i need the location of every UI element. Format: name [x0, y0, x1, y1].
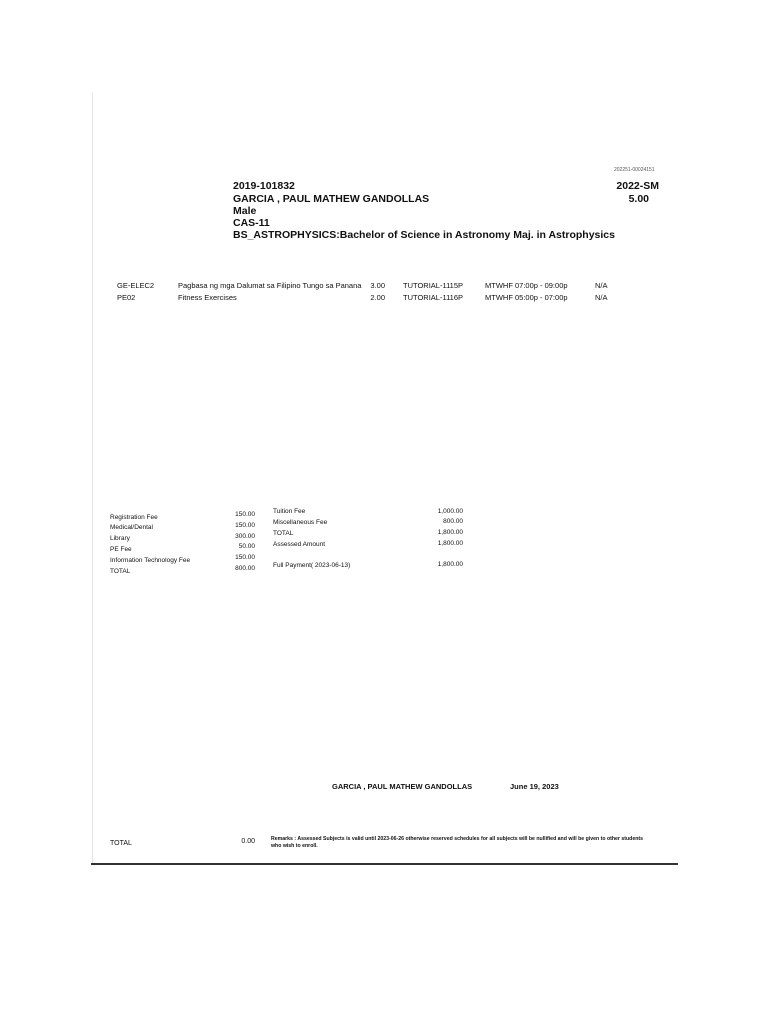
assessment-amount: 1,000.00	[437, 508, 463, 515]
payment-label: Full Payment( 2023-06-13)	[273, 562, 351, 569]
student-sex: Male	[233, 205, 257, 217]
remarks-text: Remarks : Assessed Subjects is valid until 2023-06-26 otherwise reserved schedules for all subjects will be nullified and will be given to other students who wish to enroll.	[271, 836, 643, 849]
fee-amount: 300.00	[235, 533, 255, 540]
subject-title: Pagbasa ng mga Dalumat sa Filipino Tungo sa Panana	[178, 281, 362, 290]
student-id: 2019-101832	[233, 180, 295, 192]
student-program: BS_ASTROPHYSICS:Bachelor of Science in Astronomy Maj. in Astrophysics	[233, 229, 615, 241]
subject-room: N/A	[595, 293, 608, 302]
subject-schedule: MTWHF 05:00p - 07:00p	[485, 293, 568, 302]
fee-label: Information Technology Fee	[110, 557, 191, 564]
assessment-amount: 800.00	[443, 518, 463, 525]
left-margin-rule	[92, 92, 93, 864]
assessment-label: Tuition Fee	[273, 508, 306, 515]
assessment-amount: 1,800.00	[437, 529, 463, 536]
student-name: GARCIA , PAUL MATHEW GANDOLLAS	[233, 193, 430, 205]
fee-amount: 150.00	[235, 554, 255, 561]
footer-total-amount: 0.00	[241, 838, 255, 845]
assessment-label: Miscellaneous Fee	[273, 519, 328, 526]
total-units: 5.00	[628, 193, 649, 205]
fee-label: Library	[110, 535, 130, 542]
signatory-name: GARCIA , PAUL MATHEW GANDOLLAS	[332, 782, 473, 791]
payment-amount: 1,800.00	[437, 561, 463, 568]
subject-code: GE-ELEC2	[117, 281, 155, 290]
student-section: CAS-11	[233, 217, 270, 229]
subject-section: TUTORIAL-1116P	[403, 293, 464, 302]
assessment-amount: 1,800.00	[437, 540, 463, 547]
assessment-label: TOTAL	[273, 530, 294, 537]
fee-amount: 50.00	[238, 543, 255, 550]
signature-date: June 19, 2023	[510, 782, 559, 791]
subject-units: 2.00	[370, 293, 385, 302]
fee-total-label: TOTAL	[110, 568, 131, 575]
subject-section: TUTORIAL-1115P	[403, 281, 464, 290]
subject-title: Fitness Exercises	[178, 293, 237, 302]
subject-schedule: MTWHF 07:00p - 09:00p	[485, 281, 568, 290]
fee-amount: 150.00	[235, 522, 255, 529]
subject-room: N/A	[595, 281, 608, 290]
fee-total-amount: 800.00	[235, 565, 255, 572]
fee-label: Medical/Dental	[110, 524, 153, 531]
reference-code: 202251-00024151	[614, 167, 655, 173]
fee-label: Registration Fee	[110, 514, 158, 521]
subject-code: PE02	[117, 293, 136, 302]
bottom-divider	[91, 863, 678, 865]
assessment-label: Assessed Amount	[273, 541, 326, 548]
subject-units: 3.00	[370, 281, 385, 290]
fee-amount: 150.00	[235, 511, 255, 518]
term-label: 2022-SM	[616, 180, 659, 192]
footer-total-label: TOTAL	[110, 840, 132, 847]
fee-label: PE Fee	[110, 546, 132, 553]
